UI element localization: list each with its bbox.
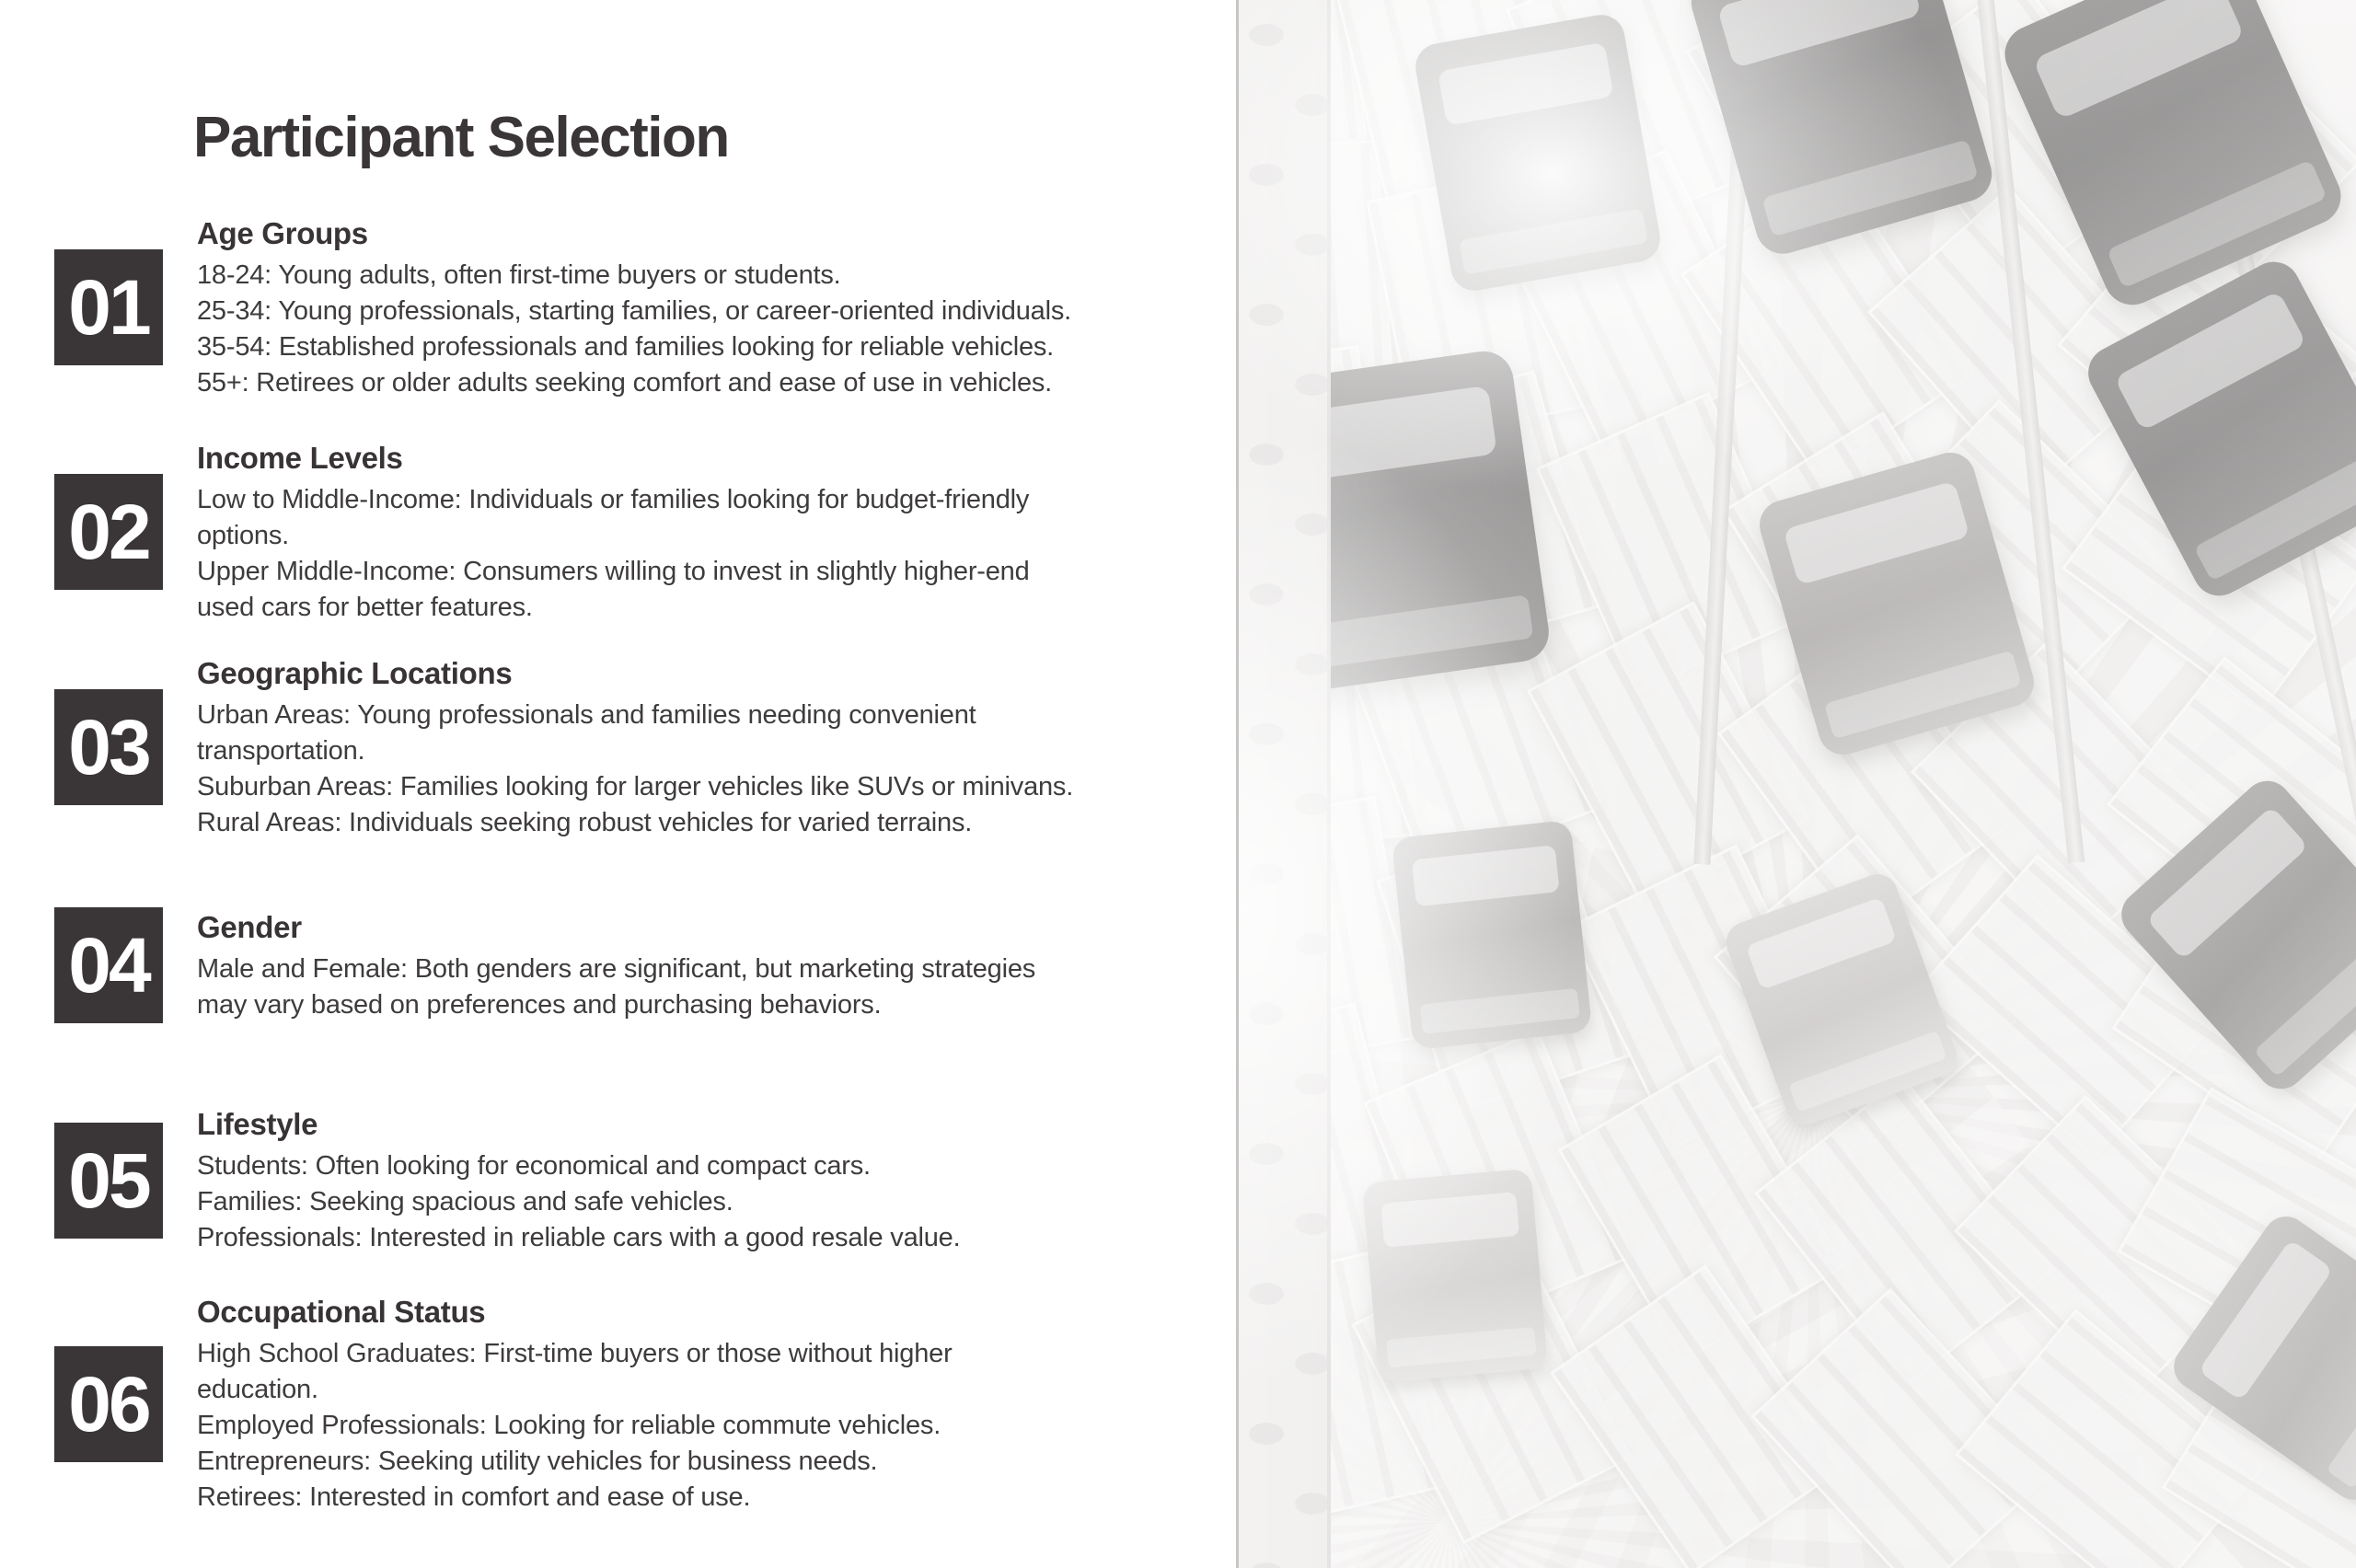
page-title: Participant Selection	[193, 106, 729, 169]
participant-section	[0, 213, 1236, 401]
section-text-line: may vary based on preferences and purchasing behaviors.	[197, 990, 882, 1020]
section-number: 02	[68, 489, 149, 575]
section-number-badge	[54, 907, 163, 1023]
section-text-line: 35-54: Established professionals and families looking for reliable vehicles.	[197, 332, 1055, 362]
section-heading: Lifestyle	[197, 1107, 318, 1141]
section-number-badge	[54, 1346, 163, 1462]
section-number-badge	[54, 474, 163, 590]
section-text-line: Employed Professionals: Looking for reliable commute vehicles.	[197, 1411, 941, 1440]
participant-section	[0, 438, 1236, 626]
sections-list	[0, 213, 1236, 1516]
section-number-badge	[54, 689, 163, 805]
photo-white-fade-overlay	[1239, 0, 2356, 1568]
section-text-line: 55+: Retirees or older adults seeking comfort and ease of use in vehicles.	[197, 368, 1053, 398]
section-text	[197, 907, 1236, 1023]
section-text	[197, 438, 1236, 626]
section-text-line: Male and Female: Both genders are significant, but marketing strategies	[197, 954, 1036, 984]
section-number: 06	[68, 1360, 149, 1447]
section-text-line: High School Graduates: First-time buyers or those without higher	[197, 1339, 953, 1368]
section-number-badge	[54, 249, 163, 365]
section-heading: Geographic Locations	[197, 656, 513, 690]
section-text-line: Retirees: Interested in comfort and ease of use.	[197, 1482, 751, 1512]
section-heading: Occupational Status	[197, 1295, 486, 1329]
section-text-line: Rural Areas: Individuals seeking robust vehicles for varied terrains.	[197, 808, 973, 837]
section-text-line: Upper Middle-Income: Consumers willing to invest in slightly higher-end	[197, 557, 1030, 586]
section-text-line: 25-34: Young professionals, starting families, or career-oriented individuals.	[197, 296, 1071, 326]
section-text	[197, 1292, 1236, 1516]
section-text-line: Families: Seeking spacious and safe vehicles.	[197, 1187, 733, 1216]
participant-section	[0, 653, 1236, 841]
section-text-line: Professionals: Interested in reliable cars with a good resale value.	[197, 1223, 961, 1252]
section-heading: Income Levels	[197, 441, 403, 475]
section-text-line: education.	[197, 1375, 318, 1404]
section-text-line: options.	[197, 521, 289, 550]
participant-section	[0, 1292, 1236, 1516]
section-heading: Age Groups	[197, 216, 368, 250]
section-text-line: used cars for better features.	[197, 593, 533, 622]
section-text-line: Students: Often looking for economical and compact cars.	[197, 1151, 871, 1181]
section-number: 04	[68, 922, 149, 1009]
section-number: 03	[68, 704, 149, 790]
section-heading: Gender	[197, 910, 302, 944]
section-number: 05	[68, 1136, 149, 1224]
section-text-line: Low to Middle-Income: Individuals or families looking for budget-friendly	[197, 485, 1030, 514]
section-number: 01	[68, 264, 149, 351]
section-text	[197, 653, 1236, 841]
section-text-line: Urban Areas: Young professionals and families needing convenient	[197, 700, 976, 730]
section-text	[197, 213, 1236, 401]
participant-section	[0, 907, 1236, 1023]
decorative-photo-car-tower	[1236, 0, 2356, 1568]
section-number-badge	[54, 1123, 163, 1239]
section-text-line: 18-24: Young adults, often first-time buyers or students.	[197, 260, 841, 290]
section-text	[197, 1104, 1236, 1256]
participant-section	[0, 1104, 1236, 1256]
section-text-line: transportation.	[197, 736, 365, 766]
section-text-line: Suburban Areas: Families looking for larger vehicles like SUVs or minivans.	[197, 772, 1074, 801]
section-text-line: Entrepreneurs: Seeking utility vehicles for business needs.	[197, 1447, 878, 1476]
